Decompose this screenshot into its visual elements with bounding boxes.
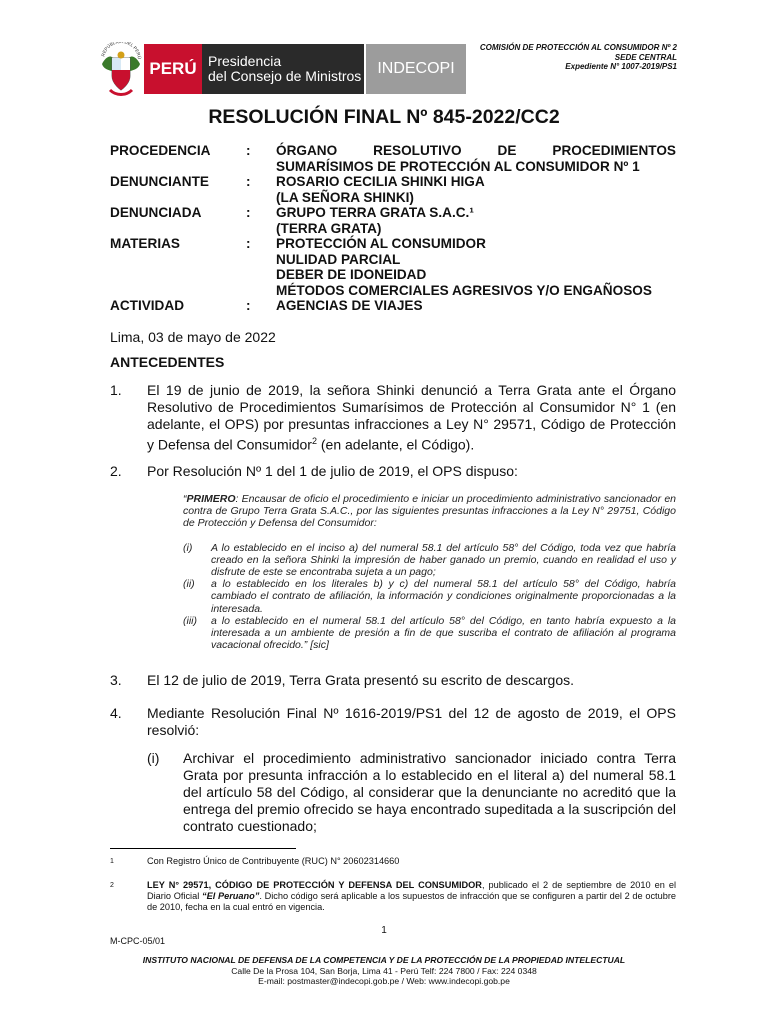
indecopi-logo: INDECOPI [366,44,466,94]
footer-address: Calle De la Prosa 104, San Borja, Lima 41 - Perú Telf: 224 7800 / Fax: 224 0348 [231,965,537,976]
footer-contact: E-mail: postmaster@indecopi.gob.pe / Web: www.indecopi.gob.pe [258,976,510,986]
paragraph-1 [110,382,676,454]
materias-label: MATERIAS [110,236,180,251]
subitem-marker: (i) [147,750,160,766]
denunciada-value-1: GRUPO TERRA GRATA S.A.C.¹ [276,205,474,220]
pcm-line-2: del Consejo de Ministros [208,68,362,84]
paragraph-text: (en adelante, el Código). [317,436,475,453]
materias-value-3: DEBER DE IDONEIDAD [276,267,427,282]
paragraph-4-subitem-i [147,750,676,835]
quote-item-ii [183,578,676,615]
quote-intro: : Encausar de oficio el procedimiento e iniciar un procedimiento administrativo sancionador en contra de Grupo Terra Grata S.A.C., por las siguientes presuntas infracciones a la Ley N° 29751, Código de Protección y Defensa del Consumidor: [183,493,676,530]
materias-row [110,236,676,298]
materias-value-1: PROTECCIÓN AL CONSUMIDOR [276,236,486,251]
paragraph-number: 4. [110,705,122,721]
footnote-text: . Dicho código será aplicable a los supuestos de infracción que se configuren a partir del 2 de octubre de 2010, fecha en la cual entró en vigencia. [147,891,676,912]
quote-item-i [183,542,676,579]
materias-value-2: NULIDAD PARCIAL [276,251,401,267]
peru-logo: PERÚ [144,44,202,94]
paragraph-number: 3. [110,672,122,688]
denunciada-value-2: (TERRA GRATA) [276,220,382,236]
paragraph-text: Mediante Resolución Final Nº 1616-2019/PS1 del 12 de agosto de 2019, el OPS resolvió: [147,705,676,738]
quote-item-text: A lo establecido en el inciso a) del numeral 58.1 del artículo 58° del Código, toda vez que habría creado en la señora Shinki la impresión de haber ganado un premio, cuando en realidad el uso y disfrute de este se encontraba sujeta a un pago; [211,541,676,579]
footer-institute: INSTITUTO NACIONAL DE DEFENSA DE LA COMPETENCIA Y DE LA PROTECCIÓN DE LA PROPIEDAD INTELECTUAL [142,955,626,965]
procedencia-value-1: ÓRGANO RESOLUTIVO DE PROCEDIMIENTOS [276,143,676,158]
quote-item-text: a lo establecido en los literales b) y c) del numeral 58.1 del artículo 58° del Código, habría cambiado el contrato de afiliación, la información y condiciones originalmente proporcionadas a la interesada. [211,578,676,615]
denunciante-value-1: ROSARIO CECILIA SHINKI HIGA [276,174,485,189]
materias-value-4: MÉTODOS COMERCIALES AGRESIVOS Y/O ENGAÑOSOS [276,282,652,298]
denunciante-value-2: (LA SEÑORA SHINKI) [276,189,414,205]
colon: : [246,143,251,158]
denunciada-label: DENUNCIADA [110,205,202,220]
actividad-value: AGENCIAS DE VIAJES [276,298,423,313]
page-footer [0,955,768,987]
footnote-divider [110,848,296,849]
quote-item-iii [183,615,676,652]
footnote-law-title: LEY N° 29571, CÓDIGO DE PROTECCIÓN Y DEFENSA DEL CONSUMIDOR [147,880,482,890]
resolution-title: RESOLUCIÓN FINAL Nº 845-2022/CC2 [208,106,560,128]
paragraph-text: El 12 de julio de 2019, Terra Grata presentó su escrito de descargos. [147,672,574,688]
date-line: Lima, 03 de mayo de 2022 [110,329,276,345]
footnote-ref: 2 [311,436,317,446]
case-reference [480,43,677,72]
actividad-label: ACTIVIDAD [110,298,185,313]
paragraph-4 [110,705,676,739]
footnote-marker: 1 [110,858,114,865]
colon: : [246,236,251,251]
footnote-1 [110,856,676,867]
pcm-logo [202,44,364,94]
quote-item-marker: (ii) [183,578,195,591]
footnote-newspaper: “El Peruano” [201,891,260,901]
case-info-table [110,143,676,314]
procedencia-row [110,143,676,174]
footnote-text: , publicado el 2 de septiembre de 2010 en el Diario Oficial [147,880,676,901]
commission-name: COMISIÓN DE PROTECCIÓN AL CONSUMIDOR Nº 2 [479,43,677,52]
paragraph-number: 2. [110,463,122,479]
shield-text: REPÚBLI DEL PERÚ [100,42,143,60]
paragraph-2 [110,463,676,480]
denunciada-row [110,205,676,236]
denunciante-row [110,174,676,205]
footnote-text: Con Registro Único de Contribuyente (RUC) N° 20602314660 [147,856,400,866]
peru-coat-of-arms-icon [98,42,144,100]
section-heading: ANTECEDENTES [110,354,225,370]
quote-primero: PRIMERO [186,493,236,505]
subitem-text: Archivar el procedimiento administrativo sancionador iniciado contra Terra Grata por presunta infracción a lo establecido en el literal a) del numeral 58.1 del artículo 58 del Código, al considerar que la denunciante no acreditó que la entrega del premio ofrecido se haya encontrado supeditada a la suscripción del contrato cuestionado; [183,750,676,834]
pcm-line-1: Presidencia [208,53,282,69]
paragraph-text: El 19 de junio de 2019, la señora Shinki denunció a Terra Grata ante el Órgano Resolutivo de Procedimientos Sumarísimos de Protección al Consumidor N° 1 (en adelante, el OPS) por presuntas infracciones a Ley N° 29571, Código de Protección y Defensa del Consumidor [147,382,676,453]
colon: : [246,174,251,189]
colon: : [246,298,251,313]
quote-item-text: a lo establecido en el numeral 58.1 del artículo 58° del Código, en tanto habría expuesto a la interesada a un ambiente de presión a fin de que suscriba el contrato de afiliación al programa vacacional ofrecido.” [sic] [211,614,676,652]
actividad-row [110,298,676,314]
colon: : [246,205,251,220]
government-banner [144,44,466,94]
paragraph-3 [110,672,676,689]
denunciante-label: DENUNCIANTE [110,174,209,189]
page-number: 1 [381,925,387,936]
quote-item-marker: (i) [183,541,193,554]
footnote-marker: 2 [110,882,114,889]
quote-item-marker: (iii) [183,614,197,627]
paragraph-number: 1. [110,382,122,398]
procedencia-value-2: SUMARÍSIMOS DE PROTECCIÓN AL CONSUMIDOR Nº 1 [276,158,640,174]
footnote-2 [110,880,676,913]
form-code: M-CPC-05/01 [110,936,166,946]
paragraph-text: Por Resolución Nº 1 del 1 de julio de 2019, el OPS dispuso: [147,463,518,479]
quote-open: “ [183,493,187,505]
procedencia-label: PROCEDENCIA [110,143,211,158]
quoted-resolution [183,493,676,651]
sede-label: SEDE CENTRAL [614,52,677,62]
expediente-number: Expediente N° 1007-2019/PS1 [565,62,677,71]
